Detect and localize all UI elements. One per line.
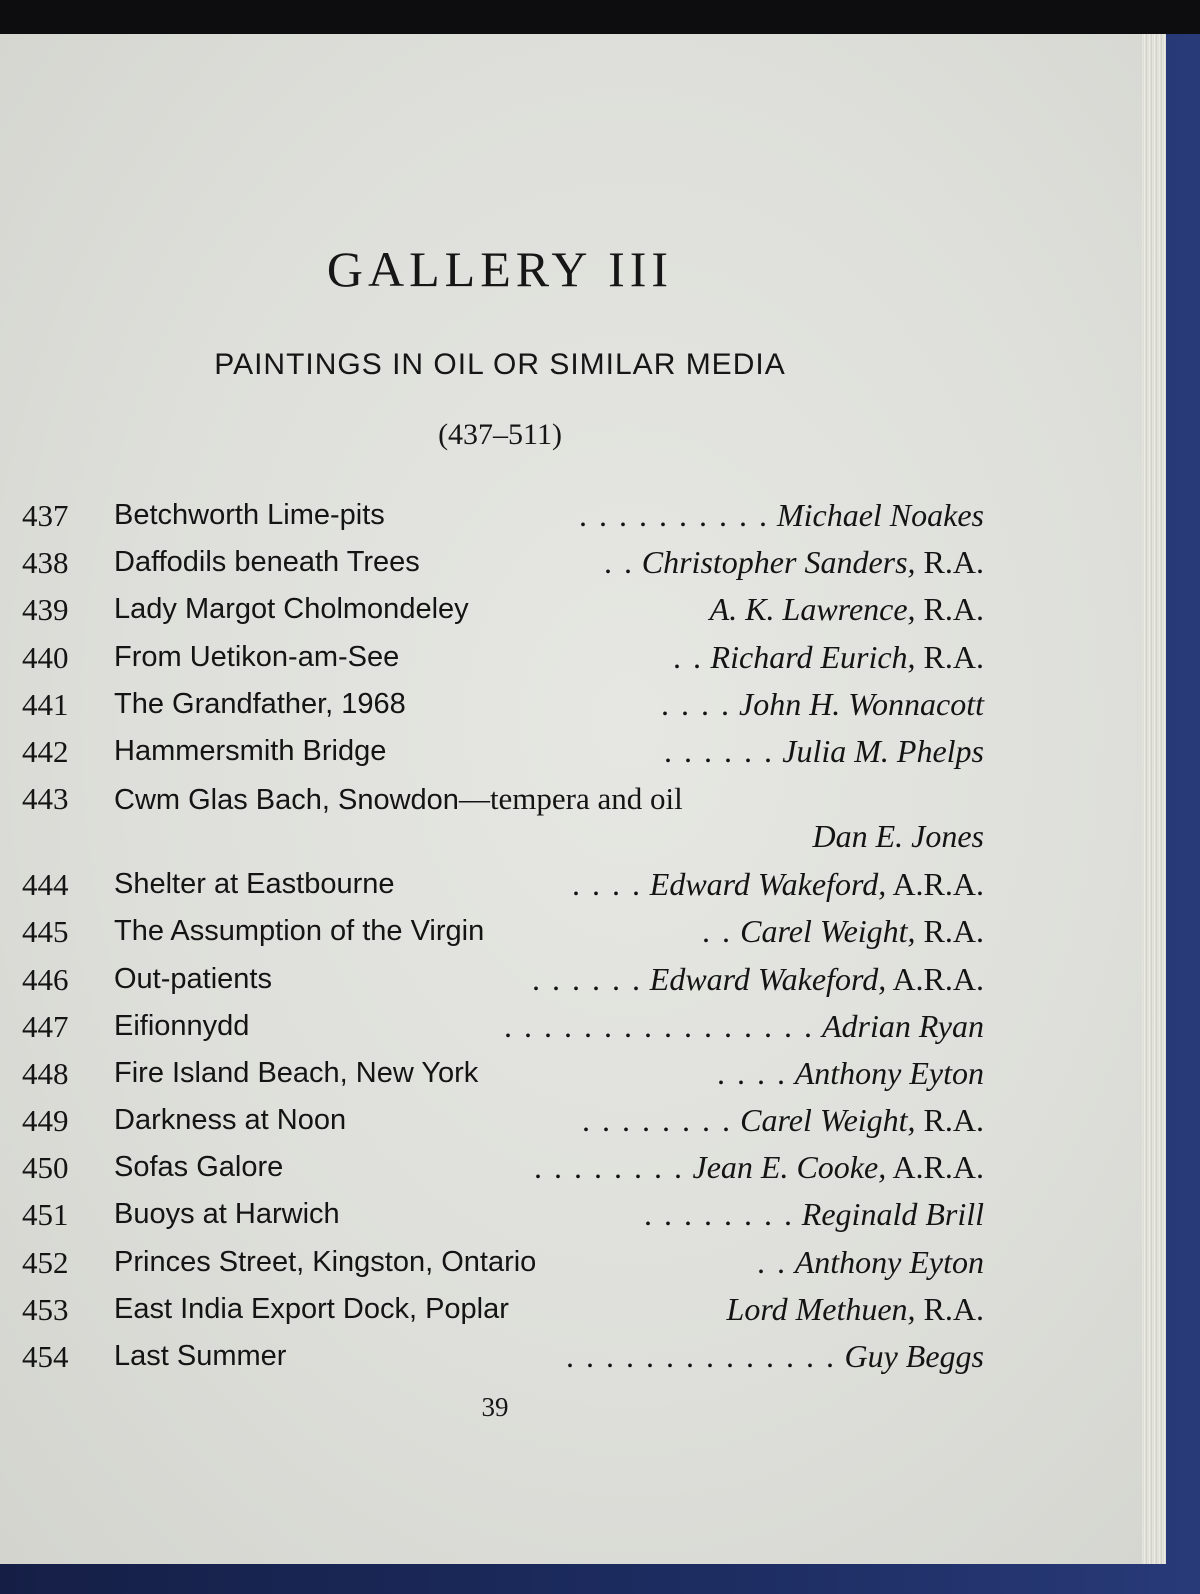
artist-name: Guy Beggs [844, 1338, 984, 1374]
artist-name: Christopher Sanders, [641, 544, 916, 581]
catalogue-entry [22, 1097, 984, 1144]
entry-number: 448 [22, 1055, 69, 1091]
entry-artist [802, 1191, 984, 1238]
entry-title [114, 775, 683, 824]
catalogue-entry [22, 634, 984, 681]
catalogue-entry [22, 1144, 984, 1191]
entry-number: 450 [22, 1150, 69, 1186]
artist-name: Anthony Eyton [794, 1054, 984, 1091]
entry-title [114, 1239, 536, 1286]
catalogue-entry [22, 728, 984, 775]
catalogue-entry [22, 861, 984, 908]
entry-number: 453 [22, 1291, 69, 1327]
artist-name: Edward Wakeford, [649, 960, 887, 997]
entry-artist [739, 681, 984, 728]
dot-leader: . . . . . . . . . . . . . . [566, 1338, 836, 1374]
entry-artist [642, 539, 984, 586]
entry-number: 438 [22, 545, 69, 581]
dot-leader: . . . . . . . . . . [579, 497, 769, 533]
catalogue-entry [22, 586, 984, 633]
entry-artist [812, 813, 984, 860]
artist-name: Julia M. Phelps [782, 732, 984, 769]
artist-name: A. K. Lawrence, [709, 591, 916, 628]
entry-title-text: Daffodils beneath Trees [114, 546, 420, 579]
entry-number: 442 [22, 733, 69, 769]
artist-name: Michael Noakes [776, 497, 984, 533]
artist-name: John H. Wonnacott [738, 685, 984, 722]
entry-number: 445 [22, 914, 69, 950]
artist-name: Carel Weight, [740, 1102, 916, 1139]
entry-title-text: Buoys at Harwich [114, 1198, 340, 1231]
entry-title-text: Eifionnydd [114, 1009, 250, 1042]
catalogue-entry [22, 956, 984, 1003]
entry-number: 441 [22, 686, 69, 722]
artist-name: Richard Eurich, [710, 638, 916, 675]
entry-title [114, 1003, 249, 1050]
entry-number: 449 [22, 1103, 69, 1139]
entry-artist [711, 634, 984, 681]
entry-number: 437 [22, 498, 69, 533]
entry-artist [693, 1144, 985, 1191]
catalogue-entry [22, 492, 984, 539]
entry-title [114, 586, 469, 633]
catalogue-list [22, 492, 984, 1380]
entry-artist [740, 908, 984, 955]
artist-name: Jean E. Cooke, [692, 1149, 887, 1186]
entry-artist [650, 861, 984, 908]
artist-honours: R.A. [915, 1290, 984, 1327]
artist-name: Carel Weight, [740, 913, 916, 950]
dot-leader: . . . . [572, 866, 642, 903]
entry-artist [740, 1097, 984, 1144]
entry-title-text: Lady Margot Cholmondeley [114, 593, 469, 626]
entry-title [114, 681, 406, 728]
artist-name: Lord Methuen, [726, 1290, 916, 1327]
entry-title-text: The Assumption of the Virgin [114, 915, 485, 948]
entry-title [114, 1286, 509, 1333]
entry-title [114, 1191, 340, 1238]
entry-title-text: Shelter at Eastbourne [114, 868, 395, 901]
dot-leader: . . . . . . . . [534, 1149, 684, 1186]
entry-title-text: From Uetikon-am-See [114, 640, 400, 673]
entry-title [114, 634, 399, 681]
entry-title [114, 956, 272, 1003]
entry-title [114, 539, 420, 586]
entry-title-text: Sofas Galore [114, 1151, 284, 1184]
dot-leader: . . [757, 1243, 787, 1280]
catalogue-entry [22, 1191, 984, 1238]
entry-artist [782, 728, 984, 775]
entry-title-text: Cwm Glas Bach, Snowdon [114, 784, 459, 817]
artist-honours: R.A. [915, 913, 984, 950]
entry-title [114, 1333, 286, 1380]
artist-honours: R.A. [915, 591, 984, 628]
entry-title-text: Darkness at Noon [114, 1104, 347, 1137]
catalogue-entry [22, 539, 984, 586]
entry-artist [650, 956, 984, 1003]
artist-honours: A.R.A. [886, 960, 984, 997]
dot-leader: . . . . . . . . [644, 1196, 794, 1233]
catalogue-entry [22, 1333, 984, 1380]
catalogue-entry [22, 908, 984, 955]
catalogue-entry [22, 1050, 984, 1097]
entry-artist [795, 1050, 984, 1097]
section-subtitle: PAINTINGS IN OIL OR SIMILAR MEDIA [214, 348, 786, 381]
dot-leader: . . . . . . [664, 732, 774, 769]
entry-title-text: Betchworth Lime-pits [114, 499, 385, 531]
artist-honours: A.R.A. [886, 1149, 984, 1186]
dot-leader: . . . . . . . . [582, 1102, 732, 1139]
dot-leader: . . [673, 638, 703, 675]
artist-honours: R.A. [915, 638, 984, 675]
catalogue-entry [22, 681, 984, 728]
entry-title-text: Last Summer [114, 1340, 287, 1372]
dot-leader: . . . . [661, 685, 731, 722]
entry-number: 447 [22, 1008, 69, 1044]
entry-number: 439 [22, 592, 69, 628]
catalogue-entry [22, 1003, 984, 1050]
artist-name: Edward Wakeford, [649, 866, 887, 903]
entry-artist [844, 1333, 984, 1380]
entry-number: 443 [22, 781, 69, 817]
catalogue-entry [22, 775, 984, 861]
entry-number: 444 [22, 867, 69, 903]
entry-title [114, 1097, 346, 1144]
entry-title-text: Out-patients [114, 962, 272, 995]
page-number: 39 [481, 1392, 509, 1422]
entry-number: 452 [22, 1244, 69, 1280]
gallery-title: GALLERY III [326, 241, 674, 297]
artist-name: Reginald Brill [801, 1196, 984, 1233]
artist-name: Adrian Ryan [821, 1007, 984, 1044]
entry-title [114, 728, 386, 775]
entry-number: 454 [22, 1339, 69, 1374]
artist-honours: R.A. [915, 544, 984, 581]
entry-number: 440 [22, 639, 69, 675]
entry-medium: —tempera and oil [458, 781, 683, 817]
entry-title-text: Fire Island Beach, New York [114, 1056, 479, 1089]
dot-leader: . . [702, 913, 732, 950]
entry-title-text: The Grandfather, 1968 [114, 687, 406, 720]
entry-number: 451 [22, 1197, 69, 1233]
entry-title-text: Hammersmith Bridge [114, 734, 387, 767]
artist-name: Anthony Eyton [794, 1243, 984, 1280]
entry-artist [727, 1286, 984, 1333]
catalogue-entry [22, 1239, 984, 1286]
artist-honours: R.A. [915, 1102, 984, 1139]
entry-artist [777, 492, 984, 539]
dot-leader: . . [604, 544, 634, 581]
entry-title [114, 1144, 283, 1191]
artist-honours: A.R.A. [886, 866, 984, 903]
dot-leader: . . . . . . . . . . . . . . . . [504, 1007, 814, 1044]
catalogue-range: (437–511) [438, 418, 562, 451]
entry-artist [795, 1239, 984, 1286]
entry-title [114, 861, 395, 908]
entry-title-text: Princes Street, Kingston, Ontario [114, 1245, 537, 1278]
entry-title [114, 492, 385, 539]
entry-number: 446 [22, 961, 69, 997]
entry-title [114, 1050, 478, 1097]
cover-top-edge [0, 0, 1200, 34]
dot-leader: . . . . . . [532, 960, 642, 997]
catalogue-entry [22, 1286, 984, 1333]
dot-leader: . . . . [717, 1054, 787, 1091]
entry-title [114, 908, 484, 955]
page-edges [1138, 34, 1166, 1564]
entry-artist [822, 1003, 984, 1050]
artist-name: Dan E. Jones [812, 818, 984, 855]
entry-title-text: East India Export Dock, Poplar [114, 1292, 509, 1325]
entry-artist [710, 586, 984, 633]
